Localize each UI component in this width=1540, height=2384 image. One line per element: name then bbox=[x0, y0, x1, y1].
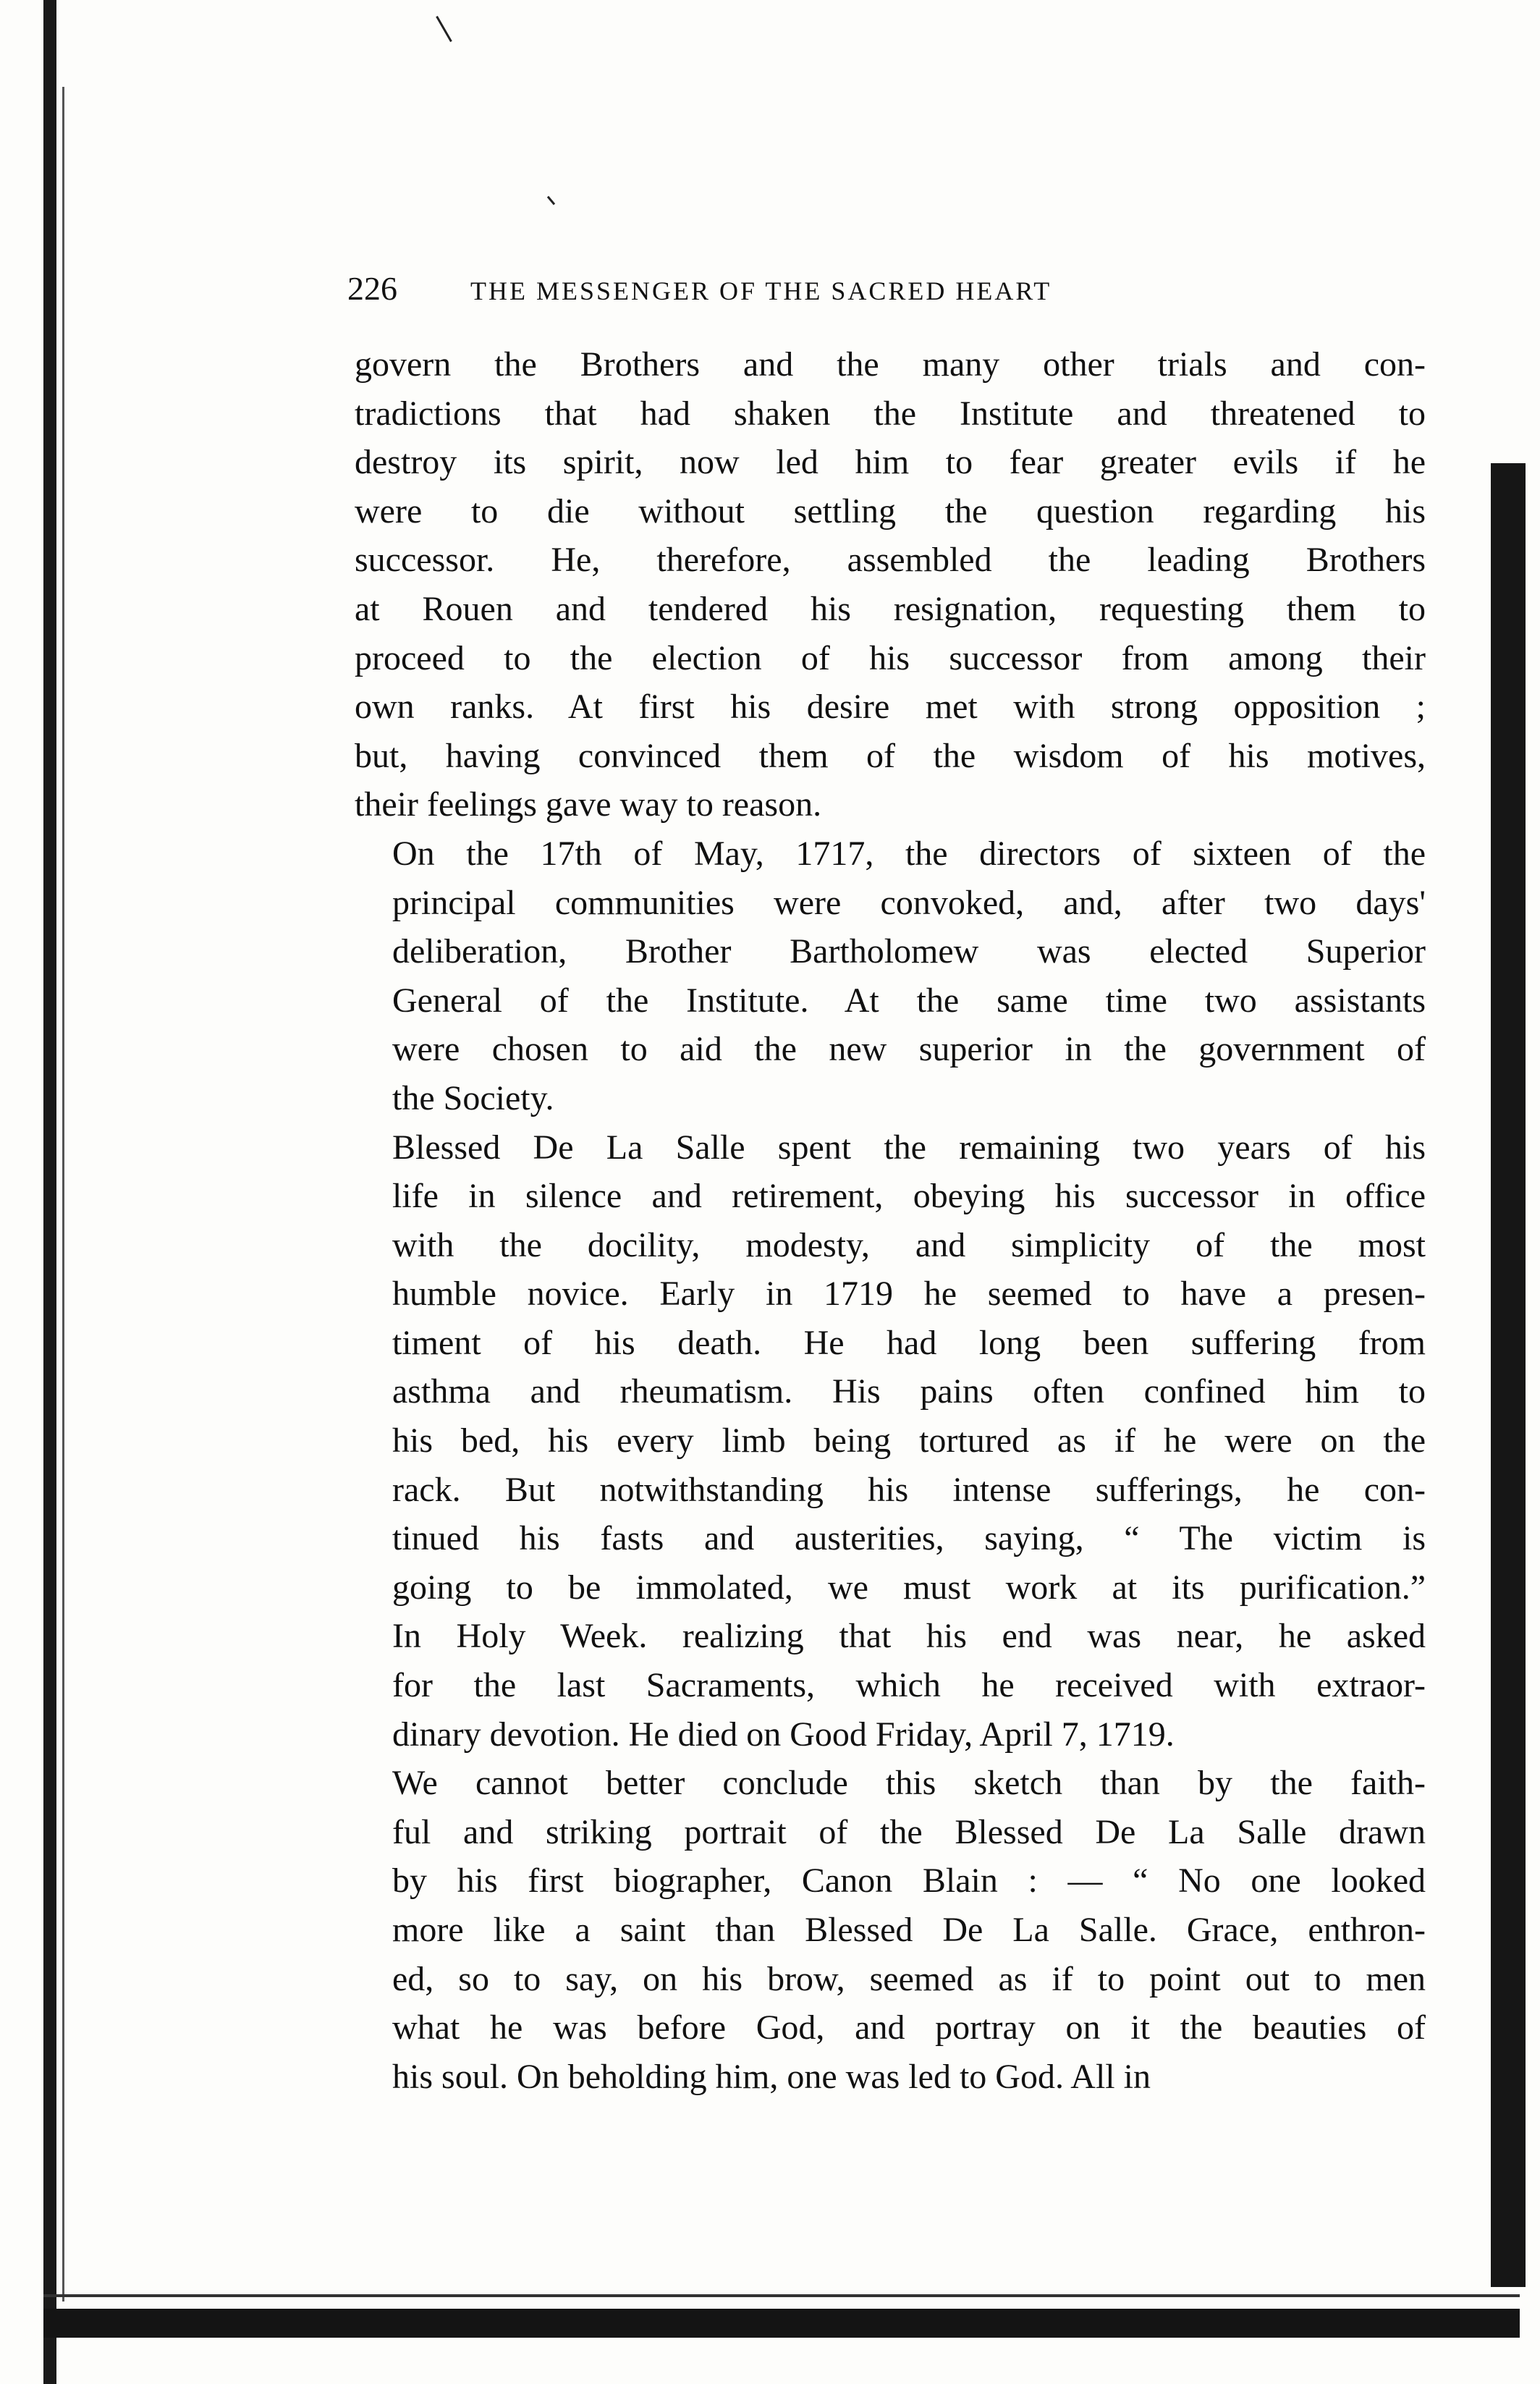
stray-mark bbox=[547, 196, 555, 206]
text-line: with the docility, modesty, and simplicity of the most bbox=[392, 1225, 1426, 1264]
text-line: rack. But notwithstanding his intense sufferings, he con- bbox=[392, 1470, 1426, 1509]
text-line: their feelings gave way to reason. bbox=[355, 785, 822, 824]
text-line: for the last Sacraments, which he received with extraor- bbox=[392, 1666, 1426, 1705]
text-line: going to be immolated, we must work at its purification.” bbox=[392, 1568, 1426, 1607]
paragraph bbox=[355, 1759, 1426, 2101]
text-line: In Holy Week. realizing that his end was near, he asked bbox=[392, 1617, 1426, 1656]
bottom-scan-line bbox=[43, 2294, 1520, 2297]
text-line: more like a saint than Blessed De La Salle. Grace, enthron- bbox=[392, 1911, 1426, 1949]
text-line: by his first biographer, Canon Blain : — “ No one looked bbox=[392, 1861, 1426, 1901]
page-number: 226 bbox=[347, 270, 397, 307]
text-line: were chosen to aid the new superior in the government of bbox=[392, 1030, 1426, 1069]
running-head bbox=[347, 269, 1433, 305]
text-line: tinued his fasts and austerities, saying, “ The victim is bbox=[392, 1519, 1426, 1558]
paragraph bbox=[355, 340, 1426, 829]
text-line: destroy its spirit, now led him to fear greater evils if he bbox=[355, 443, 1426, 482]
paragraph bbox=[355, 829, 1426, 1123]
running-title: THE MESSENGER OF THE SACRED HEART bbox=[470, 276, 1052, 305]
text-line: dinary devotion. He died on Good Friday, April 7, 1719. bbox=[392, 1715, 1175, 1754]
text-line: deliberation, Brother Bartholomew was elected Superior bbox=[392, 932, 1426, 971]
paragraph bbox=[355, 1123, 1426, 1759]
text-line: his soul. On beholding him, one was led to God. All in bbox=[392, 2057, 1151, 2096]
text-line: ed, so to say, on his brow, seemed as if to point out to men bbox=[392, 1959, 1426, 1998]
text-line: tradictions that had shaken the Institute and threatened to bbox=[355, 394, 1426, 433]
text-line: proceed to the election of his successor from among their bbox=[355, 638, 1426, 677]
text-line: We cannot better conclude this sketch than by the faith- bbox=[392, 1764, 1426, 1803]
left-scan-border bbox=[43, 0, 56, 2384]
text-line: own ranks. At first his desire met with strong opposition ; bbox=[355, 688, 1426, 727]
text-line: On the 17th of May, 1717, the directors of sixteen of the bbox=[392, 834, 1426, 873]
text-line: his bed, his every limb being tortured as if he were on the bbox=[392, 1421, 1426, 1461]
text-line: at Rouen and tendered his resignation, requesting them to bbox=[355, 589, 1426, 628]
left-scan-line bbox=[62, 87, 64, 2301]
text-line: humble novice. Early in 1719 he seemed to have a presen- bbox=[392, 1275, 1426, 1314]
text-line: asthma and rheumatism. His pains often confined him to bbox=[392, 1372, 1426, 1411]
text-line: General of the Institute. At the same time two assistants bbox=[392, 981, 1426, 1020]
text-line: but, having convinced them of the wisdom of his motives, bbox=[355, 736, 1426, 775]
text-line: what he was before God, and portray on it the beauties of bbox=[392, 2008, 1426, 2047]
bottom-scan-border bbox=[43, 2309, 1520, 2338]
body-text bbox=[355, 340, 1426, 2101]
text-line: timent of his death. He had long been suffering from bbox=[392, 1323, 1426, 1362]
text-line: Blessed De La Salle spent the remaining two years of his bbox=[392, 1128, 1426, 1167]
right-scan-border bbox=[1491, 463, 1526, 2287]
text-line: the Society. bbox=[392, 1078, 554, 1117]
text-line: successor. He, therefore, assembled the leading Brothers bbox=[355, 541, 1426, 580]
text-line: principal communities were convoked, and, after two days' bbox=[392, 883, 1426, 922]
stray-mark bbox=[436, 16, 452, 42]
text-line: were to die without settling the question regarding his bbox=[355, 491, 1426, 531]
text-line: govern the Brothers and the many other trials and con- bbox=[355, 345, 1426, 384]
text-line: life in silence and retirement, obeying his successor in office bbox=[392, 1177, 1426, 1216]
text-line: ful and striking portrait of the Blessed De La Salle drawn bbox=[392, 1812, 1426, 1851]
